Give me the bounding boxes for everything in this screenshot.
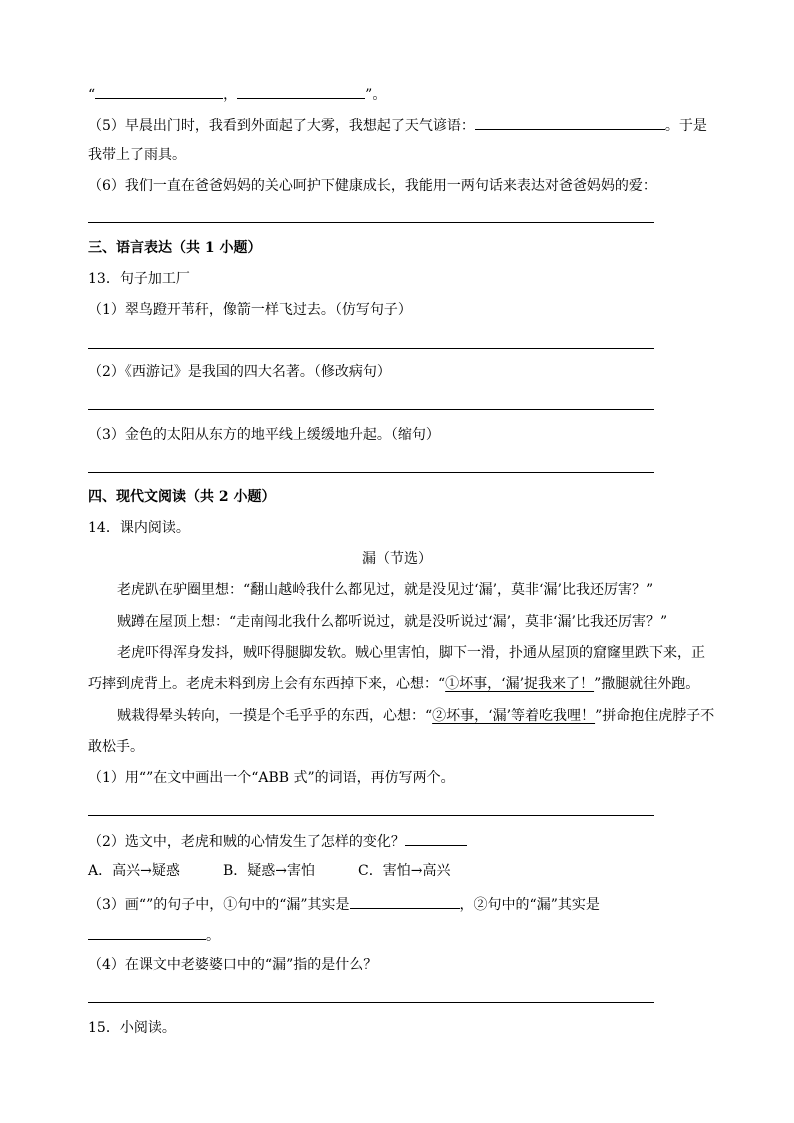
- quote-close: ”。: [365, 87, 387, 103]
- option-b[interactable]: B．疑惑→害怕: [223, 863, 316, 879]
- option-c[interactable]: C．害怕→高兴: [358, 863, 451, 879]
- para4-text-b: ”拼命抱住虎脖子不: [595, 708, 715, 724]
- underlined-sentence-1: ①坏事，‘漏’捉我来了！: [445, 676, 595, 692]
- passage-para-4-line-2: 敢松手。: [88, 739, 144, 755]
- q14-sub-1: （1）用“”在文中画出一个“ABB 式”的词语，再仿写两个。: [88, 770, 455, 786]
- q14-sub-4: （4）在课文中老婆婆口中的“漏”指的是什么？: [88, 957, 378, 973]
- q13-item-1: （1）翠鸟蹬开苇秆，像箭一样飞过去。（仿写句子）: [88, 302, 412, 318]
- passage-para-1: 老虎趴在驴圈里想：“翻山越岭我什么都见过，就是没见过‘漏’，莫非‘漏’比我还厉害？”: [117, 582, 654, 598]
- para3-text-a: 巧摔到虎背上。老虎未料到房上会有东西掉下来，心想：“: [88, 676, 446, 692]
- q13-title: 13．句子加工厂: [88, 271, 190, 287]
- q13-item-3: （3）金色的太阳从东方的地平线上缓缓地升起。（缩句）: [88, 427, 440, 443]
- answer-blank-2[interactable]: [237, 83, 365, 99]
- quote-open: “: [88, 87, 96, 103]
- answer-blank-1[interactable]: [95, 83, 223, 99]
- answer-line-q14-1[interactable]: [88, 815, 654, 816]
- choice-blank[interactable]: [405, 830, 467, 846]
- passage-para-3-line-1: 老虎吓得浑身发抖，贼吓得腿脚发软。贼心里害怕，脚下一滑，扑通从屋顶的窟窿里跌下来，正: [117, 645, 705, 661]
- sub3-end: 。: [206, 928, 220, 944]
- proverb-blank[interactable]: [475, 114, 665, 130]
- q15-title: 15．小阅读。: [88, 1020, 176, 1036]
- para3-text-b: ”撒腿就往外跑。: [594, 676, 700, 692]
- q14-sub-3-cont: [88, 924, 220, 946]
- q14-options: [88, 861, 450, 881]
- answer-blank-3a[interactable]: [350, 893, 460, 909]
- underlined-sentence-2: ②坏事，‘漏’等着吃我哩！: [432, 708, 596, 724]
- sub3-text-b: ，②句中的“漏”其实是: [459, 897, 600, 913]
- q12-item-5: [88, 114, 707, 136]
- section4-heading: 四、现代文阅读（共 2 小题）: [88, 489, 276, 505]
- sub3-text-a: （3）画“”的句子中，①句中的“漏”其实是: [88, 897, 350, 913]
- section3-heading: 三、语言表达（共 1 小题）: [88, 240, 262, 256]
- option-a[interactable]: A．高兴→疑惑: [88, 863, 180, 879]
- item5-after: 。于是: [664, 118, 707, 134]
- answer-line-item6[interactable]: [88, 222, 654, 223]
- q14-sub-3: [88, 893, 600, 915]
- q14-sub-2: [88, 830, 467, 852]
- q12-item-6: （6）我们一直在爸爸妈妈的关心呵护下健康成长，我能用一两句话来表达对爸爸妈妈的爱：: [88, 178, 657, 194]
- answer-line-q13-2[interactable]: [88, 409, 654, 410]
- q12-blank-line: [88, 83, 386, 105]
- item5-text: （5）早晨出门时，我看到外面起了大雾，我想起了天气谚语：: [88, 118, 475, 134]
- answer-line-q13-1[interactable]: [88, 348, 654, 349]
- passage-para-2: 贼蹲在屋顶上想：“走南闯北我什么都听说过，就是没听说过‘漏’，莫非‘漏’比我还厉害？”: [117, 614, 668, 630]
- answer-line-q14-4[interactable]: [88, 1002, 654, 1003]
- q14-title: 14．课内阅读。: [88, 520, 190, 536]
- passage-para-4-line-1: [117, 706, 714, 726]
- answer-blank-3b[interactable]: [88, 924, 206, 940]
- sub2-text: （2）选文中，老虎和贼的心情发生了怎样的变化？: [88, 834, 405, 850]
- separator: ，: [223, 87, 238, 103]
- answer-line-q13-3[interactable]: [88, 472, 654, 473]
- q12-item-5-cont: 我带上了雨具。: [88, 147, 186, 163]
- para4-text-a: 贼栽得晕头转向，一摸是个毛乎乎的东西，心想：“: [117, 708, 433, 724]
- passage-para-3-line-2: [88, 674, 699, 694]
- passage-title: 漏（节选）: [362, 551, 432, 567]
- q13-item-2: （2）《西游记》是我国的四大名著。（修改病句）: [88, 364, 391, 380]
